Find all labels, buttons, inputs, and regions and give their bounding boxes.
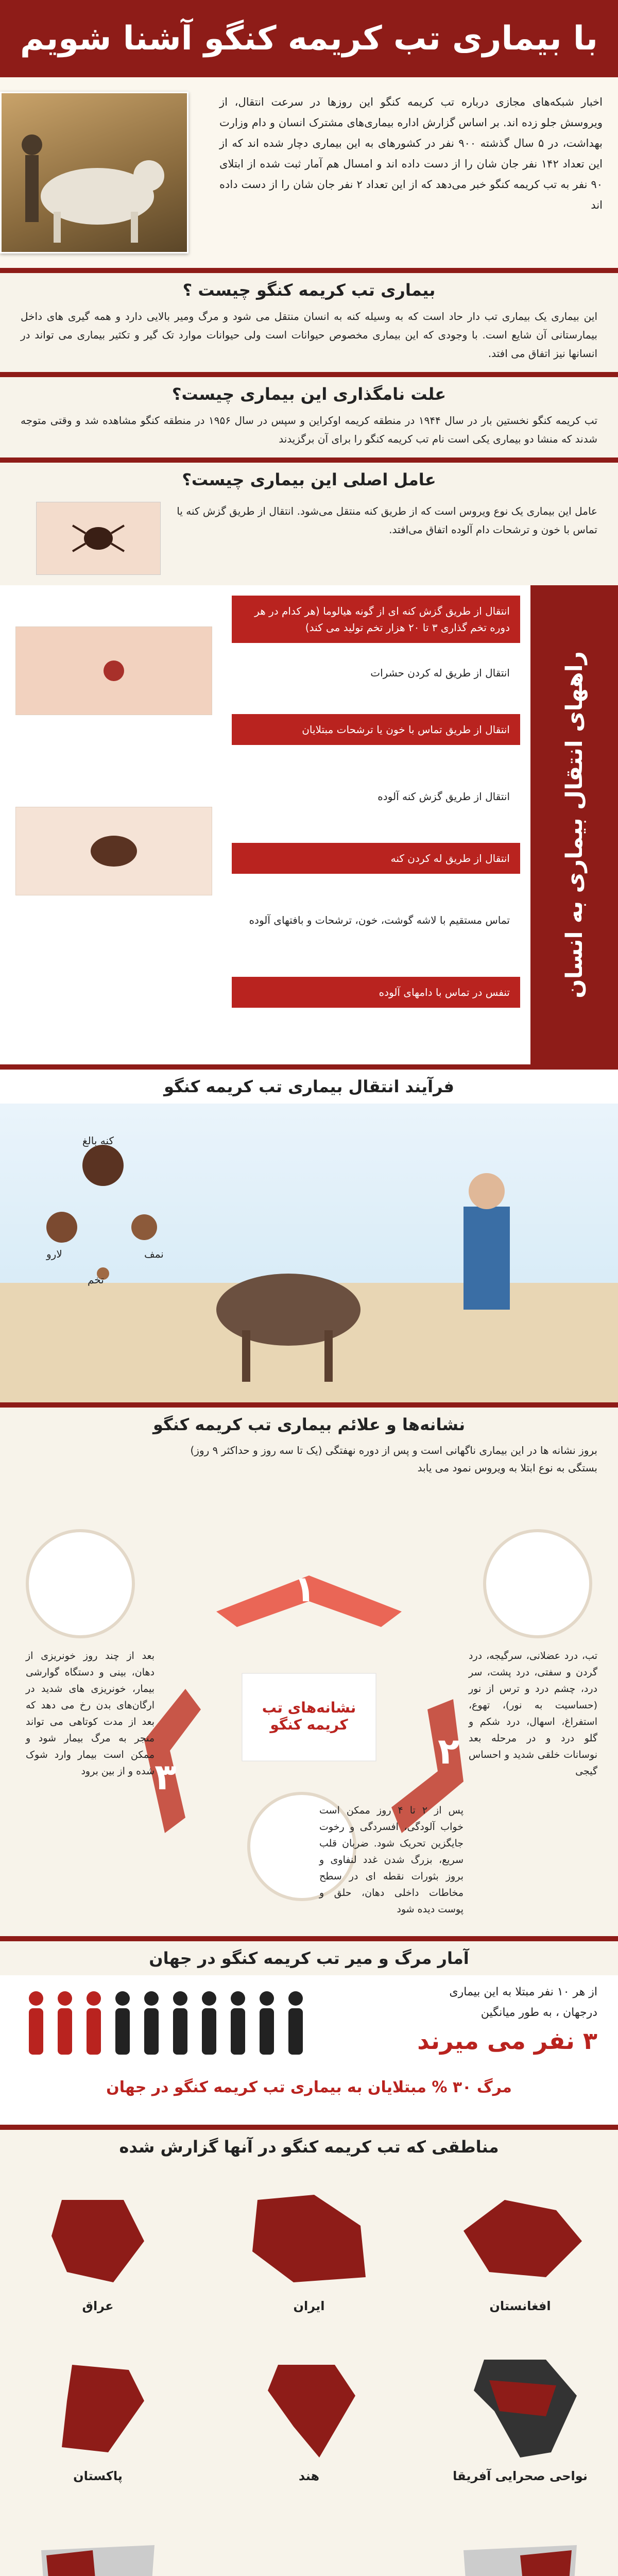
person-icon — [231, 1991, 245, 2055]
process-section — [0, 1064, 618, 1402]
skin-bite-image — [15, 626, 212, 715]
symptoms-title: نشانه‌ها و علائم بیماری تب کریمه کنگو — [152, 1415, 466, 1434]
map-afghanistan — [443, 2179, 597, 2313]
map-label-afghanistan: افغانستان — [489, 2299, 551, 2313]
person-icon — [288, 1991, 303, 2055]
maps-grid — [0, 2164, 618, 2576]
header — [0, 0, 618, 77]
transmission-section — [0, 585, 618, 1064]
maps-section — [0, 2125, 618, 2576]
mortality-text-top: از هر ۱۰ نفر مبتلا به این بیماری — [449, 1986, 597, 1998]
step-number-3: ۳ — [154, 1756, 177, 1798]
person-icon — [202, 1991, 216, 2055]
transmission-item-1: انتقال از طریق گزش کنه ای از گونه هیالوما (هر کدام در هر دوره تخم گذاری ۳ تا ۲۰ هزار تخم تولید می کند) — [232, 596, 520, 643]
map-west-china — [21, 2519, 175, 2576]
intro-section — [0, 77, 618, 268]
mortality-title: آمار مرگ و میر تب کریمه کنگو در جهان — [149, 1948, 469, 1968]
tick-lifecycle-icon — [0, 1104, 618, 1402]
agent-title: عامل اصلی این بیماری چیست؟ — [182, 470, 436, 489]
person-icon — [144, 1991, 159, 2055]
transmission-side-title — [530, 585, 618, 1064]
agent-row — [0, 497, 618, 580]
tick-on-skin-image — [36, 502, 161, 575]
symptoms-intro: بروز نشانه ها در این بیماری ناگهانی است و پس از دوره نهفتگی (یک تا سه روز و حداکثر ۹ روز) بستگی به نوع ابتلا به ویروس نمود می یابد — [190, 1444, 597, 1474]
agent-section — [0, 457, 618, 580]
mortality-section — [0, 1936, 618, 2125]
map-india — [232, 2349, 386, 2483]
symptoms-diagram — [0, 1442, 618, 1936]
label-larva: لارو — [46, 1248, 62, 1260]
mortality-big-text: ۳ نفر می میرند — [417, 2027, 597, 2055]
symptom-step3-text: بعد از چند روز خونریزی از دهان، بینی و دستگاه گوارشی بیمار، خونریزی های شدید در ارگان‌های بدن رخ می دهد که بعد از مدت کوتاهی می تواند منجر به مرگ بیمار شود و ممکن است بیمار وارد شوک شده و از بین برود — [26, 1650, 154, 1777]
fever-image — [483, 1529, 592, 1638]
what-text: این بیماری یک بیماری تب دار حاد است که به وسیله کنه به انسان منتقل می شود و مرگ ومیر بالایی دارد و همه گیری های داخل بیمارستانی آن شایع است. با وجودی که این بیماری مخصوص حیوانات است ولی حیوانات موارد تک گیر و تکثیر بیماری می تواند در انسانها نیز اتفاق می افتد. — [21, 310, 597, 360]
label-nymph: نمف — [144, 1248, 164, 1260]
tick-icon — [37, 502, 160, 574]
map-pakistan — [21, 2349, 175, 2483]
transmission-item-5: انتقال از طریق له کردن کنه — [232, 843, 520, 874]
label-egg: تخم — [88, 1274, 104, 1286]
cattle-illustration — [5, 93, 187, 253]
map-iraq — [21, 2179, 175, 2313]
page-title: با بیماری تب کریمه کنگو آشنا شویم — [20, 20, 598, 58]
map-label-africa: نواحی صحرایی آفریقا — [453, 2469, 588, 2483]
transmission-item-2: انتقال از طریق له کردن حشرات — [232, 657, 520, 688]
symptoms-center-label: نشانه‌های تب کریمه کنگو — [262, 1699, 356, 1733]
maps-title: مناطقی که تب کریمه کنگو در آنها گزارش شده — [119, 2137, 499, 2157]
map-iran — [232, 2179, 386, 2313]
person-icon — [29, 1991, 43, 2055]
mortality-text-mid: درجهان ، به طور میانگین — [480, 2006, 597, 2019]
process-illustration — [0, 1104, 618, 1402]
naming-section — [0, 372, 618, 457]
map-label-iraq: عراق — [82, 2299, 114, 2313]
step-number-2: ۲ — [438, 1730, 460, 1772]
symptom-step1-text: تب، درد عضلانی، سرگیجه، درد گردن و سفتی، درد پشت، سر درد، چشم درد و ترس از نور (حساسیت به نور)، تهوع، استفراغ، اسهال، درد شکم و گلو درد و در مرحله بعد نوسانات خلقی شدید و احساس گیجی — [469, 1650, 597, 1777]
person-icon — [87, 1991, 101, 2055]
label-adult: کنه بالغ — [82, 1134, 114, 1147]
intro-text: اخبار شبکه‌های مجازی درباره تب کریمه کنگو این روزها در سرعت انتقال، از ویروسش جلو زده اند. بر اساس گزارش اداره بیماری‌های مشترک انسان و دام وزارت بهداشت، در ۵ سال گذشته ۹۰۰ نفر در کشورهای به این بیماری دچار شده اند که از این تعداد ۱۴۲ نفر جان شان را از دست داده اند و امسال هم آمار ثبت شده از ابتلای ۹۰ نفر به تب کریمه کنگو خبر می‌دهد که از این تعداد ۲ نفر جان شان را از دست داده اند — [219, 96, 603, 211]
agent-text: عامل این بیماری یک نوع ویروس است که از طریق کنه منتقل می‌شود. انتقال از طریق گزش کنه یا تماس با خون و ترشحات دام آلوده اتفاق می‌افتد. — [177, 505, 597, 536]
people-figures — [15, 1986, 324, 2063]
person-icon — [58, 1991, 72, 2055]
tick-bite-icon — [16, 807, 212, 895]
person-icon — [173, 1991, 187, 2055]
naming-text: تب کریمه کنگو نخستین بار در سال ۱۹۴۴ در منطقه کریمه اوکراین و سپس در سال ۱۹۵۶ در منطقه کنگو مشاهده شد و وقتی متوجه شدند که منشا دو بیماری یکی است نام تب کریمه کنگو را برای آن برگزیدند — [21, 414, 598, 445]
transmission-side-label: راههای انتقال بیماری به انسان — [561, 651, 588, 998]
transmission-item-4: انتقال از طریق گزش کنه آلوده — [232, 781, 520, 812]
transmission-item-7: تنفس در تماس با دامهای آلوده — [232, 977, 520, 1008]
person-icon — [260, 1991, 274, 2055]
what-title: بیماری تب کریمه کنگو چیست ؟ — [182, 280, 436, 300]
map-label-pakistan: پاکستان — [73, 2469, 123, 2483]
process-title: فرآیند انتقال بیماری تب کریمه کنگو — [0, 1070, 618, 1104]
naming-title: علت نامگذاری این بیماری چیست؟ — [171, 384, 447, 404]
what-section — [0, 268, 618, 372]
tick-bite-image — [15, 807, 212, 895]
map-label-india: هند — [298, 2469, 320, 2483]
map-africa — [443, 2349, 597, 2483]
mouth-bleeding-image — [26, 1529, 135, 1638]
symptom-step2-text: پس از ۲ تا ۴ روز ممکن است خواب آلودگی، افسردگی و رخوت جایگزین تحریک شود. ضربان قلب سریع، بزرگ شدن غدد لنفاوی و بروز بثورات نقطه ای در سطح مخاطات داخلی دهان، حلق و پوست دیده شود — [319, 1805, 464, 1915]
mortality-percent-text: مرگ ۳۰ % مبتلایان به بیماری تب کریمه کنگو در جهان — [106, 2078, 512, 2096]
map-label-iran: ایران — [293, 2299, 325, 2313]
person-icon — [115, 1991, 130, 2055]
mortality-panel — [0, 1975, 618, 2125]
livestock-photo — [0, 92, 188, 253]
step-number-1: ۱ — [294, 1568, 316, 1610]
map-eastern-europe — [443, 2519, 597, 2576]
symptoms-section — [0, 1402, 618, 1936]
transmission-item-3: انتقال از طریق تماس با خون یا ترشحات مبتلایان — [232, 714, 520, 745]
bite-icon — [16, 627, 212, 715]
transmission-item-6: تماس مستقیم با لاشه گوشت، خون، ترشحات و بافتهای آلوده — [232, 905, 520, 936]
